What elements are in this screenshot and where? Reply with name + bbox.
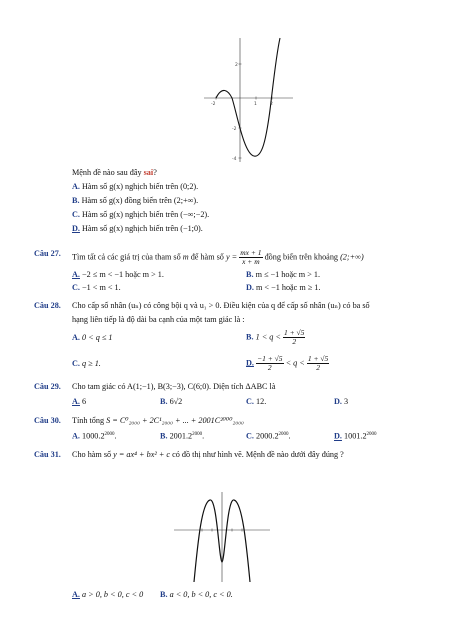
q27-fraction: $\frac{mx + 1}{x + m}$: [240, 248, 262, 266]
q31-number: Câu 31.: [34, 450, 61, 459]
q29-option-b[interactable]: B. 6√2: [160, 397, 183, 406]
q28-option-b[interactable]: B. 1 < q < $\frac{1 + √5}{2}$: [246, 328, 305, 346]
q30-option-d[interactable]: D. $1001.2^{2000}$: [334, 431, 377, 441]
q29-option-d[interactable]: D. 3: [334, 397, 349, 406]
x-tick-1: 1: [254, 102, 257, 107]
y-tick-neg4: -4: [232, 157, 237, 162]
q28-number: Câu 28.: [34, 301, 61, 310]
q30-option-c[interactable]: C. $2000.2^{2000}$.: [246, 431, 291, 441]
q29-number: Câu 29.: [34, 382, 61, 391]
q26-option-a[interactable]: A. Hàm số g(x) nghịch biến trên (0;2).: [72, 182, 199, 191]
graph-q26: [200, 36, 295, 164]
q26-option-b[interactable]: B. Hàm số g(x) đồng biến trên (2;+∞).: [72, 196, 199, 205]
q31-stem: Cho hàm số y = ax⁴ + bx² + c có đồ thị như hình vẽ. Mệnh đề nào dưới đây đúng ?: [72, 450, 344, 459]
q26-stem: Mệnh đề nào sau đây sai?: [72, 168, 157, 177]
q28-option-c[interactable]: C. q ≥ 1.: [72, 359, 101, 368]
q27-number: Câu 27.: [34, 249, 61, 258]
q29-option-a[interactable]: A. 6: [72, 397, 87, 406]
q28-option-a[interactable]: A. 0 < q ≤ 1: [72, 333, 113, 342]
y-tick-neg2: -2: [232, 127, 237, 132]
q30-stem: Tính tổng S = C⁰₂₀₀₀ + 2C¹₂₀₀₀ + ... + 2001C²⁰⁰⁰₂₀₀₀: [72, 416, 244, 425]
q27-option-d[interactable]: D. m < −1 hoặc m ≥ 1.: [246, 283, 321, 292]
q31-option-a[interactable]: A. a > 0, b < 0, c < 0: [72, 590, 144, 599]
q26-option-d[interactable]: D. Hàm số g(x) nghịch biến trên (−1;0).: [72, 224, 203, 233]
q27-option-a[interactable]: A. −2 ≤ m < −1 hoặc m > 1.: [72, 270, 164, 279]
q27-stem: Tìm tất cả các giá trị của tham số m để hàm số y = $\frac{mx + 1}{x + m}$ đồng biến trên khoảng (2;+∞): [72, 248, 364, 266]
q27-option-c[interactable]: C. −1 < m < 1.: [72, 283, 121, 292]
cubic-curve: [216, 38, 280, 156]
x-tick-2: 2: [270, 102, 273, 107]
q28-line1: Cho cấp số nhân (uₙ) có công bội q và u₁ > 0. Điều kiện của q để cấp số nhân (uₙ) có ba số: [72, 301, 370, 310]
q28-option-d[interactable]: D. $\frac{-1 + √5}{2}$ < q < $\frac{1 + √5}{2}$: [246, 354, 329, 372]
q28-line2: hạng liên tiếp là độ dài ba cạnh của một tam giác là :: [72, 315, 245, 324]
q26-option-c[interactable]: C. Hàm số g(x) nghịch biến trên (−∞;−2).: [72, 210, 210, 219]
q30-option-a[interactable]: A. $1000.2^{2000}$.: [72, 431, 117, 441]
q29-option-c[interactable]: C. 12.: [246, 397, 267, 406]
q27-option-b[interactable]: B. m ≤ −1 hoặc m > 1.: [246, 270, 320, 279]
q30-number: Câu 30.: [34, 416, 61, 425]
graph-q31: [172, 490, 272, 584]
q29-stem: Cho tam giác có A(1;−1), B(3;−3), C(6;0). Diện tích ΔABC là: [72, 382, 276, 391]
q31-option-b[interactable]: B. a < 0, b < 0, c < 0.: [160, 590, 233, 599]
q30-option-b[interactable]: B. $2001.2^{2000}$.: [160, 431, 205, 441]
x-tick-neg2: -2: [211, 102, 216, 107]
y-tick-2: 2: [235, 63, 238, 68]
